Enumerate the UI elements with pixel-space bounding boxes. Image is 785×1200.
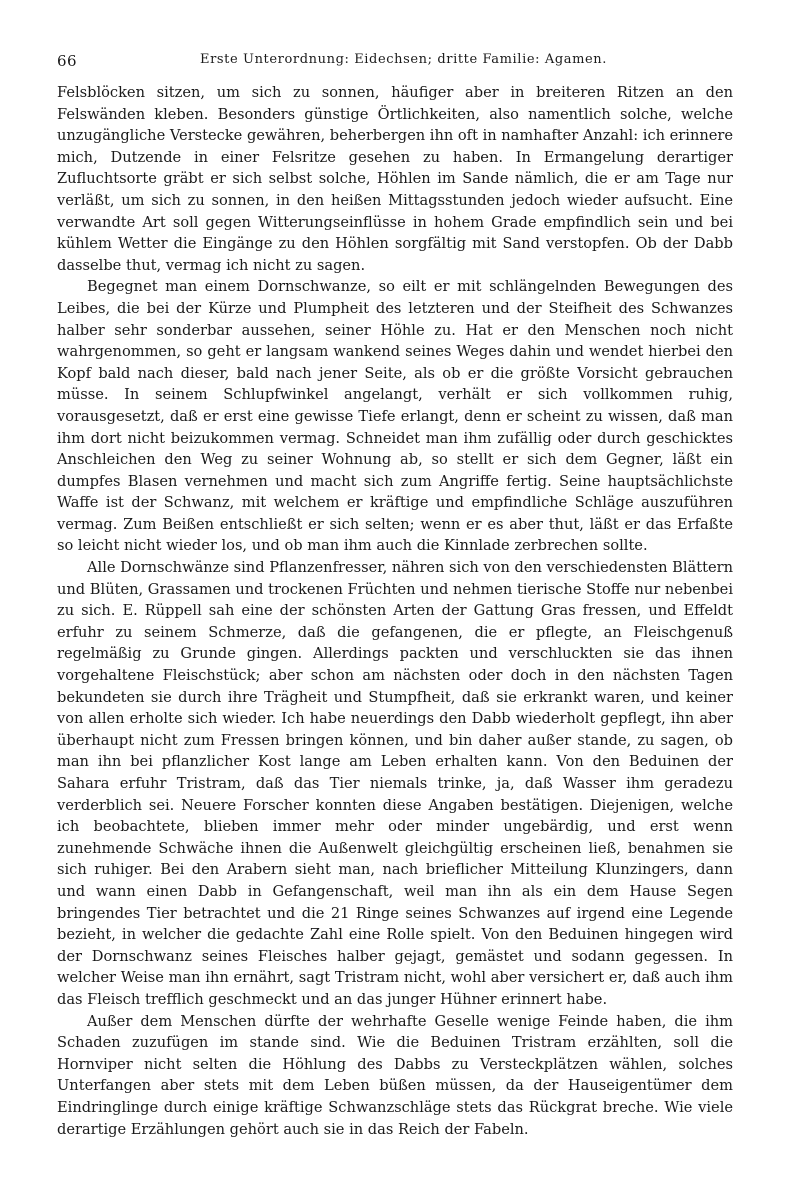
- running-title: Erste Unterordnung: Eidechsen; dritte Familie: Agamen.: [200, 52, 608, 67]
- paragraph-behavior: Begegnet man einem Dornschwanze, so eilt er mit schlängelnden Bewegungen des Leibes, die bei der Kürze und Plumpheit des letzteren und der Steifheit des Schwanzes halber sehr sonderbar aussehen, seiner Höhle zu. Hat er den Menschen noch nicht wahrgenommen, so geht er langsam wankend seines Weges dahin und wendet hierbei den Kopf bald nach dieser, bald nach jener Seite, als ob er die größte Vorsicht gebrauchen müsse. In seinem Schlupfwinkel angelangt, verhält er sich vollkommen ruhig, vorausgesetzt, daß er erst eine gewisse Tiefe erlangt, denn er scheint zu wissen, daß man ihm dort nicht beizukommen vermag. Schneidet man ihm zufällig oder durch geschicktes Anschleichen den Weg zu seiner Wohnung ab, so stellt er sich dem Gegner, läßt ein dumpfes Blasen vernehmen und macht sich zum Angriffe fertig. Seine hauptsächlichste Waffe ist der Schwanz, mit welchem er kräftige und empfindliche Schläge auszuführen vermag. Zum Beißen entschließt er sich selten; wenn er es aber thut, läßt er das Erfaßte so leicht nicht wieder los, und ob man ihm auch die Kinnlade zerbrechen sollte.: [57, 278, 733, 555]
- page-number: 66: [57, 52, 77, 70]
- body-text: [57, 82, 733, 1140]
- paragraph-continuation: Felsblöcken sitzen, um sich zu sonnen, häufiger aber in breiteren Ritzen an den Felswänden kleben. Besonders günstige Örtlichkeiten, also namentlich solche, welche unzugängliche Verstecke gewähren, beherbergen ihn oft in namhafter Anzahl: ich erinnere mich, Dutzende in einer Felsritze gesehen zu haben. In Ermangelung derartiger Zufluchtsorte gräbt er sich selbst solche, Höhlen im Sande nämlich, die er am Tage nur verläßt, um sich zu sonnen, in den heißen Mittagsstunden jedoch wieder aufsucht. Eine verwandte Art soll gegen Witterungseinflüsse in hohem Grade empfindlich sein und bei kühlem Wetter die Eingänge zu den Höhlen sorgfältig mit Sand verstopfen. Ob der Dabb dasselbe thut, vermag ich nicht zu sagen.: [57, 84, 733, 274]
- paragraph-diet: Alle Dornschwänze sind Pflanzenfresser, nähren sich von den verschiedensten Blättern und Blüten, Grassamen und trockenen Früchten und nehmen tierische Stoffe nur nebenbei zu sich. E. Rüppell sah eine der schönsten Arten der Gattung Gras fressen, und Effeldt erfuhr zu seinem Schmerze, daß die gefangenen, die er pflegte, an Fleischgenuß regelmäßig zu Grunde gingen. Allerdings packten und verschluckten sie das ihnen vorgehaltene Fleischstück; aber schon am nächsten oder doch in den nächsten Tagen bekundeten sie durch ihre Trägheit und Stumpfheit, daß sie erkrankt waren, und keiner von allen erholte sich wieder. Ich habe neuerdings den Dabb wiederholt gepflegt, ihn aber überhaupt nicht zum Fressen bringen können, und bin daher außer stande, zu sagen, ob man ihn bei pflanzlicher Kost lange am Leben erhalten kann. Von den Beduinen der Sahara erfuhr Tristram, daß das Tier niemals trinke, ja, daß Wasser ihm geradezu verderblich sei. Neuere Forscher konnten diese Angaben bestätigen. Diejenigen, welche ich beobachtete, blieben immer mehr oder minder ungebärdig, und erst wenn zunehmende Schwäche ihnen die Außenwelt gleichgültig erscheinen ließ, benahmen sie sich ruhiger. Bei den Arabern sieht man, nach brieflicher Mitteilung Klunzingers, dann und wann einen Dabb in Gefangenschaft, weil man ihn als ein dem Hause Segen bringendes Tier betrachtet und die 21 Ringe seines Schwanzes auf irgend eine Legende bezieht, in welcher die gedachte Zahl eine Rolle spielt. Von den Beduinen hingegen wird der Dornschwanz seines Fleisches halber gejagt, gemästet und sodann gegessen. In welcher Weise man ihn ernährt, sagt Tristram nicht, wohl aber versichert er, daß auch ihm das Fleisch trefflich geschmeckt und an das junger Hühner erinnert habe.: [57, 559, 733, 1008]
- running-head: [57, 52, 733, 82]
- paragraph-enemies: Außer dem Menschen dürfte der wehrhafte Geselle wenige Feinde haben, die ihm Schaden zuzufügen im stande sind. Wie die Beduinen Tristram erzählten, soll die Hornviper nicht selten die Höhlung des Dabbs zu Versteckplätzen wählen, solches Unterfangen aber stets mit dem Leben büßen müssen, da der Hauseigentümer dem Eindringlinge durch einige kräftige Schwanzschläge stets das Rückgrat breche. Wie viele derartige Erzählungen gehört auch sie in das Reich der Fabeln.: [57, 1012, 733, 1138]
